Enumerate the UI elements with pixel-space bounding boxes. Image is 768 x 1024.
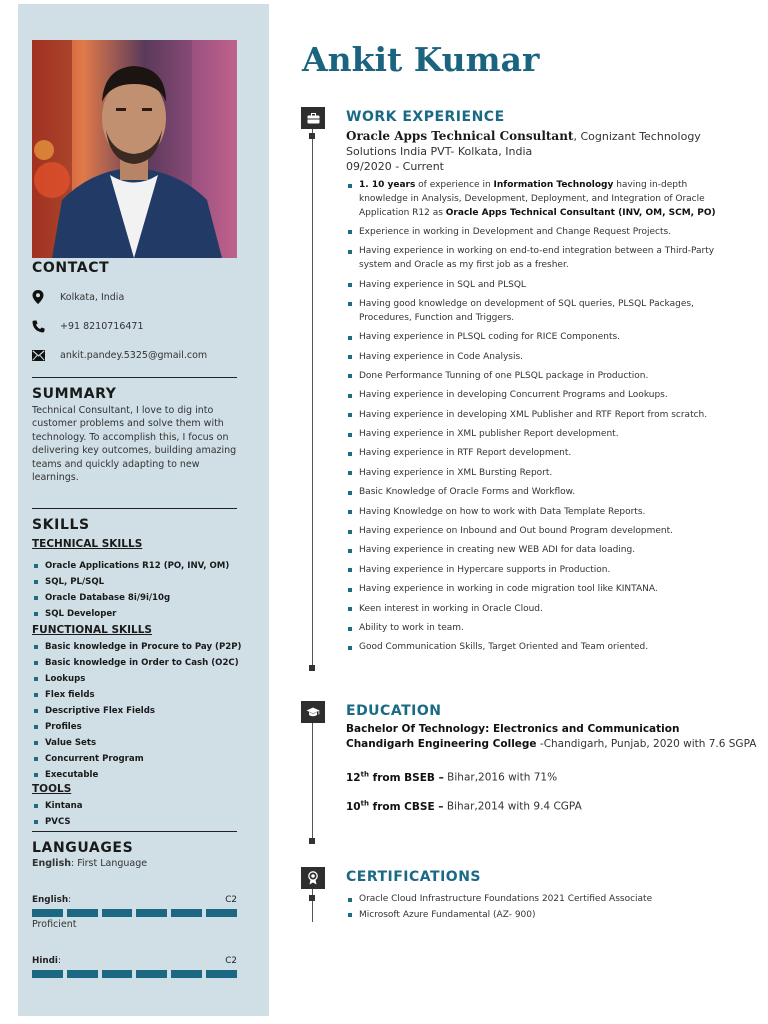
native-language-label: English	[32, 858, 71, 869]
grade-suffix: th	[360, 770, 369, 778]
bold-text: Oracle Apps Technical Consultant (INV, OM, SCM, PO)	[445, 207, 716, 218]
list-item: Kintana	[32, 798, 83, 814]
job-title-role: Oracle Apps Technical Consultant	[346, 129, 574, 143]
list-item: Having experience in working on end-to-end integration between a Third-Party system and Oracle as my first job as a fresher.	[346, 245, 736, 273]
education-degree	[346, 723, 679, 735]
timeline-marker	[309, 838, 315, 844]
list-item: Having experience in PLSQL coding for RICE Components.	[346, 331, 736, 345]
graduation-cap-icon	[301, 701, 325, 723]
board-name: from BSEB –	[368, 771, 444, 784]
email-text[interactable]: ankit.pandey.5325@gmail.com	[60, 349, 208, 361]
list-item: Basic knowledge in Order to Cash (O2C)	[32, 655, 241, 671]
tools-list	[32, 798, 83, 830]
timeline-marker	[309, 665, 315, 671]
board-detail: Bihar,2014 with 9.4 CGPA	[443, 800, 582, 813]
list-item: Having experience in working in code migration tool like KINTANA.	[346, 583, 736, 597]
list-item: Having experience in XML Bursting Report.	[346, 467, 736, 481]
list-item: Experience in working in Development and Change Request Projects.	[346, 226, 736, 240]
tools-heading: TOOLS	[32, 783, 72, 795]
list-item: Oracle Cloud Infrastructure Foundations 2021 Certified Associate	[346, 892, 652, 908]
list-item: SQL Developer	[32, 606, 229, 622]
grade-suffix: th	[360, 799, 369, 807]
native-language	[32, 858, 147, 869]
list-item: Having experience in developing XML Publisher and RTF Report from scratch.	[346, 409, 736, 423]
list-item: Concurrent Program	[32, 751, 241, 767]
bold-text: Information Technology	[493, 180, 614, 190]
functional-skills-list	[32, 639, 241, 783]
language-row-hindi: Hindi: C2	[32, 956, 237, 966]
list-item: Descriptive Flex Fields	[32, 703, 241, 719]
technical-skills-heading: TECHNICAL SKILLS	[32, 538, 143, 550]
list-item: Oracle Database 8i/9i/10g	[32, 590, 229, 606]
timeline-line	[312, 118, 313, 670]
language-code: C2	[225, 895, 237, 905]
degree-field: : Electronics and Communication	[485, 723, 680, 735]
native-language-value: : First Language	[70, 858, 148, 869]
language-level-bar	[32, 909, 237, 917]
summary-text: Technical Consultant, I love to dig into customer problems and solve them with technology. To accomplish this, I focus on delivering key outcomes, building amazing teams and quickly adapting to new learnings.	[32, 405, 237, 484]
envelope-icon	[32, 348, 50, 362]
phone-icon	[32, 319, 50, 333]
list-item: Having experience in XML publisher Report development.	[346, 428, 736, 442]
language-name: Hindi	[32, 956, 58, 966]
location-pin-icon	[32, 290, 50, 304]
text: of experience in	[415, 180, 494, 190]
list-item: Good Communication Skills, Target Oriented and Team oriented.	[346, 641, 736, 655]
briefcase-icon	[301, 107, 325, 129]
board-name: from CBSE –	[368, 800, 444, 813]
divider	[32, 831, 237, 832]
education-twelfth	[346, 770, 557, 784]
language-level-text: Proficient	[32, 919, 77, 930]
education-college	[346, 738, 756, 750]
language-level-bar	[32, 970, 237, 978]
list-item: Lookups	[32, 671, 241, 687]
technical-skills-list	[32, 558, 229, 622]
list-item: Keen interest in working in Oracle Cloud.	[346, 603, 736, 617]
list-item: Having experience in Hypercare supports in Production.	[346, 564, 736, 578]
list-item: PVCS	[32, 814, 83, 830]
award-ribbon-icon	[301, 867, 325, 889]
job-date: 09/2020 - Current	[346, 160, 444, 173]
contact-heading: CONTACT	[32, 260, 110, 276]
list-item: Microsoft Azure Fundamental (AZ- 900)	[346, 908, 652, 924]
degree-name: Bachelor Of Technology	[346, 723, 486, 735]
contact-phone	[32, 319, 144, 333]
certifications-heading: CERTIFICATIONS	[346, 869, 482, 885]
grade-number: 12	[346, 771, 361, 784]
job-company: , Cognizant Technology Solutions India PVT- Kolkata, India	[346, 130, 701, 158]
list-item: Having experience in Code Analysis.	[346, 351, 736, 365]
list-item	[346, 179, 736, 220]
list-item: Basic Knowledge of Oracle Forms and Workflow.	[346, 486, 736, 500]
list-item: Oracle Applications R12 (PO, INV, OM)	[32, 558, 229, 574]
person-name: Ankit Kumar	[302, 40, 540, 79]
list-item: Having Knowledge on how to work with Data Template Reports.	[346, 506, 736, 520]
work-experience-list	[346, 179, 736, 661]
list-item: Having experience in developing Concurrent Programs and Lookups.	[346, 389, 736, 403]
list-item: Having experience on Inbound and Out bound Program development.	[346, 525, 736, 539]
list-item: SQL, PL/SQL	[32, 574, 229, 590]
language-code: C2	[225, 956, 237, 966]
work-experience-heading: WORK EXPERIENCE	[346, 109, 505, 125]
divider	[32, 377, 237, 378]
college-detail: -Chandigarh, Punjab, 2020 with 7.6 SGPA	[536, 738, 757, 750]
phone-text[interactable]: +91 8210716471	[60, 320, 144, 332]
board-detail: Bihar,2016 with 71%	[443, 771, 558, 784]
contact-location	[32, 290, 124, 304]
divider	[32, 508, 237, 509]
timeline-marker	[309, 133, 315, 139]
grade-number: 10	[346, 800, 361, 813]
skills-heading: SKILLS	[32, 517, 90, 533]
list-item: Having experience in creating new WEB ADI for data loading.	[346, 544, 736, 558]
text: having in-depth knowledge in Analysis, Development, Deployment, and Integration of Oracle Application R12 as	[359, 180, 705, 218]
functional-skills-heading: FUNCTIONAL SKILLS	[32, 624, 152, 636]
list-item: Value Sets	[32, 735, 241, 751]
profile-photo	[32, 40, 237, 258]
timeline-marker	[309, 895, 315, 901]
college-name: Chandigarh Engineering College	[346, 738, 537, 750]
list-item: Profiles	[32, 719, 241, 735]
education-tenth	[346, 799, 582, 813]
certifications-list	[346, 892, 652, 923]
bold-text: 1. 10 years	[359, 180, 416, 190]
location-text: Kolkata, India	[60, 291, 125, 303]
summary-heading: SUMMARY	[32, 386, 117, 402]
list-item: Flex fields	[32, 687, 241, 703]
list-item: Having experience in RTF Report development.	[346, 447, 736, 461]
language-row-english: English: C2	[32, 895, 237, 905]
list-item: Basic knowledge in Procure to Pay (P2P)	[32, 639, 241, 655]
list-item: Executable	[32, 767, 241, 783]
list-item: Done Performance Tunning of one PLSQL package in Production.	[346, 370, 736, 384]
list-item: Having good knowledge on development of SQL queries, PLSQL Packages, Procedures, Function and Triggers.	[346, 298, 736, 326]
list-item: Ability to work in team.	[346, 622, 736, 636]
contact-email	[32, 348, 207, 362]
job-title	[346, 129, 736, 159]
languages-heading: LANGUAGES	[32, 840, 134, 856]
language-name: English	[32, 895, 69, 905]
list-item: Having experience in SQL and PLSQL	[346, 279, 736, 293]
timeline-line	[312, 712, 313, 842]
education-heading: EDUCATION	[346, 703, 442, 719]
